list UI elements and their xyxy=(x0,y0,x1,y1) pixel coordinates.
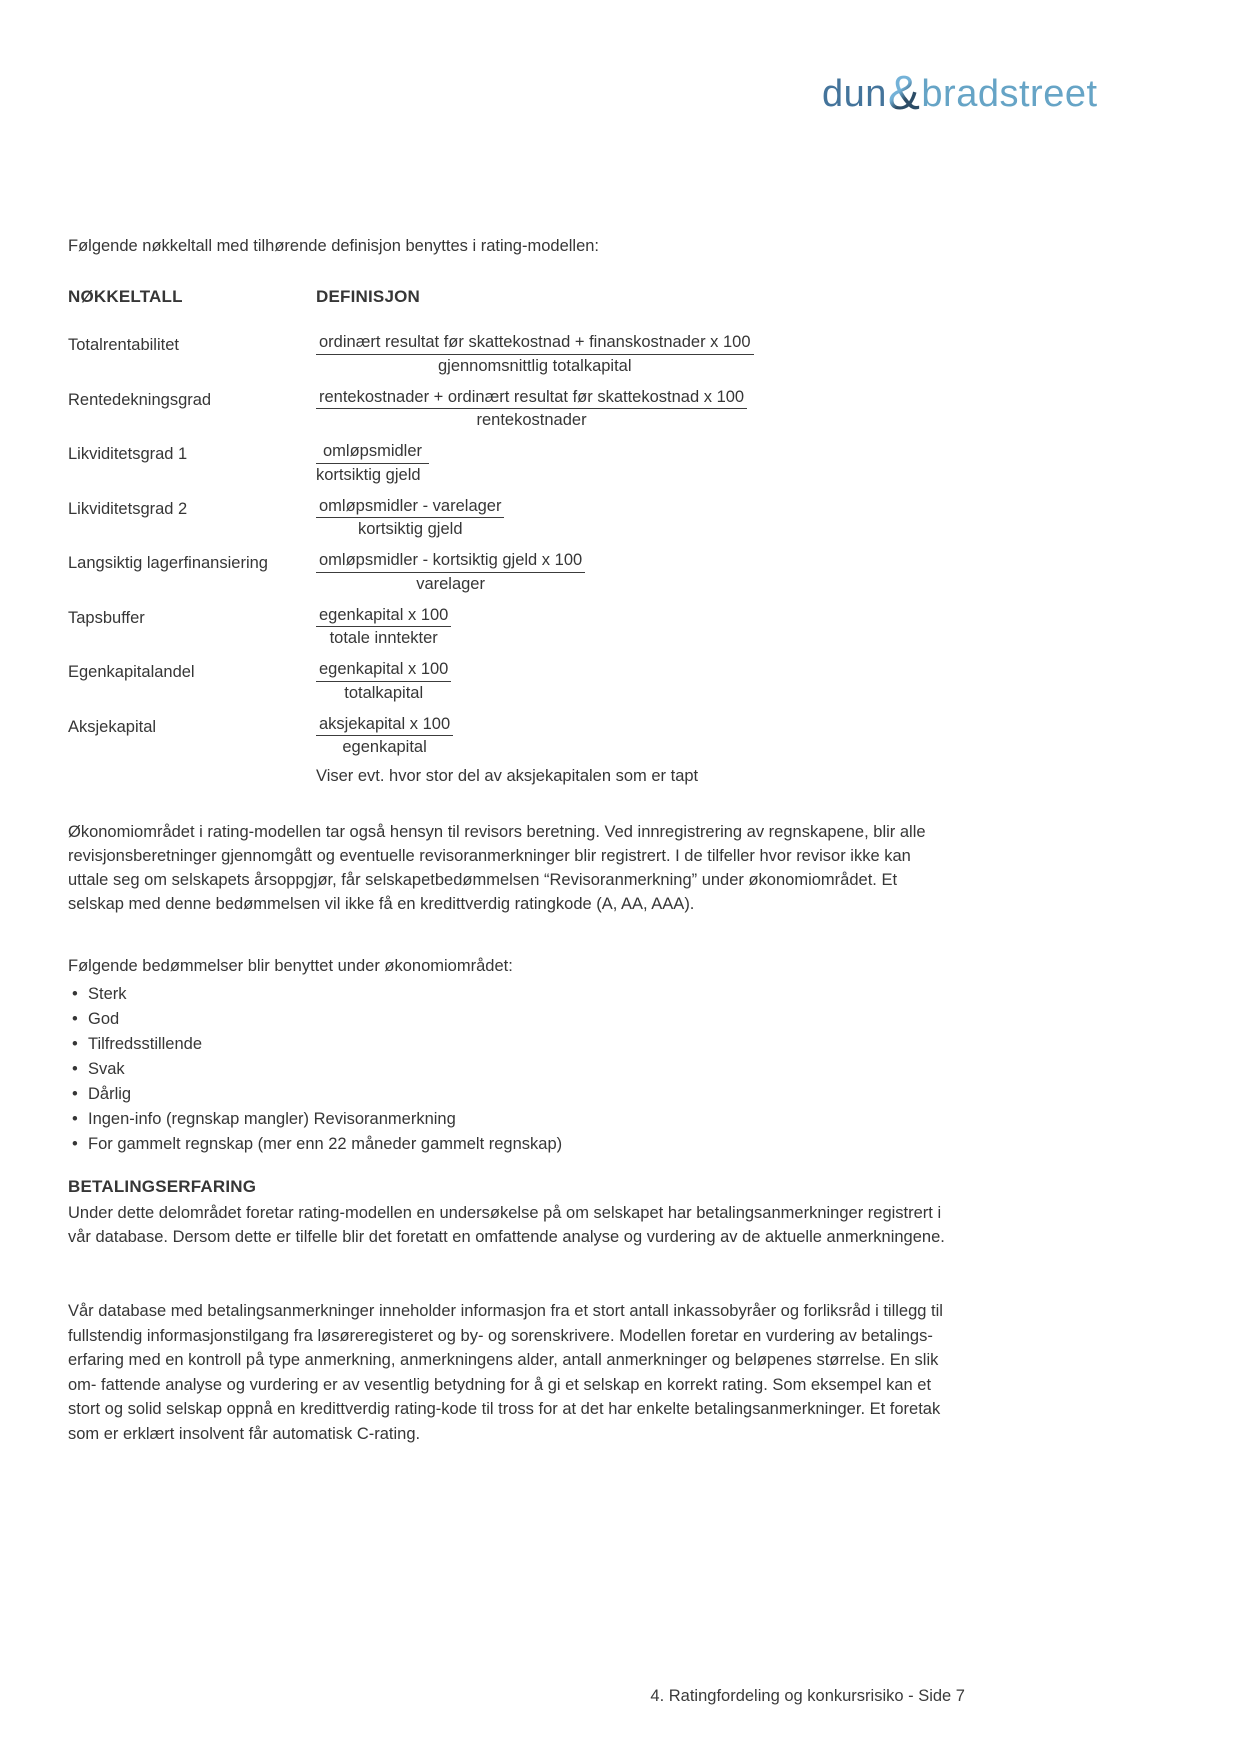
list-item: • Dårlig xyxy=(68,1082,946,1107)
list-item: • God xyxy=(68,1007,946,1032)
table-row xyxy=(68,713,952,759)
fraction-denominator: rentekostnader xyxy=(476,411,587,429)
fraction-denominator: totale inntekter xyxy=(329,629,438,647)
fraction-numerator: aksjekapital x 100 xyxy=(316,713,453,737)
dun-bradstreet-logo xyxy=(822,66,1098,121)
list-item: • Svak xyxy=(68,1057,946,1082)
ratio-label: Langsiktig lagerfinansiering xyxy=(68,554,268,572)
page-footer: 4. Ratingfordeling og konkursrisiko - Side 7 xyxy=(650,1687,965,1705)
list-item: • Tilfredsstillende xyxy=(68,1032,946,1057)
ratio-label: Totalrentabilitet xyxy=(68,336,179,354)
ratio-fraction xyxy=(316,440,429,486)
ratio-label: Likviditetsgrad 2 xyxy=(68,499,188,518)
fraction-numerator: omløpsmidler xyxy=(316,440,429,464)
table-row xyxy=(68,331,952,377)
ratio-fraction xyxy=(316,331,754,377)
assessments-block xyxy=(68,954,946,1157)
list-item: • Sterk xyxy=(68,982,946,1007)
column-header-nokkeltall: NØKKELTALL xyxy=(68,287,183,306)
fraction-numerator: egenkapital x 100 xyxy=(316,604,451,628)
economy-paragraph: Økonomiområdet i rating-modellen tar også hensyn til revisors beretning. Ved innregistrering av regnskapene, blir alle revisjonsberetninger gjennomgått og eventuelle revisoranmerkninger blir registrert. I de tilfeller hvor revisor ikke kan uttale seg om selskapets årsoppgjør, får selskapetbedømmelsen “Revisoranmerkning” under økonomiområdet. Et selskap med denne bedømmelsen vil ikke få en kredittverdig ratingkode (A, AA, AAA). xyxy=(68,823,926,913)
table-row xyxy=(68,658,952,704)
assessments-list xyxy=(68,982,946,1157)
logo-ampersand-icon: & xyxy=(887,67,921,120)
payment-paragraph-1: Under dette delområdet foretar rating-modellen en undersøkelse på om selskapet har betalingsanmerkninger registrert i vår database. Dersom dette er tilfelle blir det foretatt en omfattende analyse og vurdering av de aktuelle anmerkningene. xyxy=(68,1204,945,1246)
table-row xyxy=(68,604,952,650)
fraction-denominator: gjennomsnittlig totalkapital xyxy=(437,356,632,375)
table-row xyxy=(68,549,952,595)
fraction-denominator: kortsiktig gjeld xyxy=(316,465,421,484)
ratio-fraction xyxy=(316,658,451,704)
fraction-numerator: ordinært resultat før skattekostnad + finanskostnader x 100 xyxy=(316,331,754,355)
fraction-numerator: omløpsmidler - varelager xyxy=(316,495,504,519)
table-header-row xyxy=(68,287,952,307)
ratio-label: Tapsbuffer xyxy=(68,608,145,627)
ratio-fraction xyxy=(316,549,585,595)
ratio-fraction xyxy=(316,713,453,759)
ratio-fraction xyxy=(316,604,451,650)
fraction-numerator: rentekostnader + ordinært resultat før skattekostnad x 100 xyxy=(316,386,747,410)
intro-text: Følgende nøkkeltall med tilhørende definisjon benyttes i rating-modellen: xyxy=(68,237,600,255)
assessments-lead: Følgende bedømmelser blir benyttet under økonomiområdet: xyxy=(68,957,513,975)
logo-text-bradstreet: bradstreet xyxy=(921,73,1098,115)
table-row xyxy=(68,440,952,486)
fraction-denominator: egenkapital xyxy=(342,738,427,756)
section-heading-betalingserfaring: BETALINGSERFARING xyxy=(68,1177,257,1196)
list-item: • For gammelt regnskap (mer enn 22 måneder gammelt regnskap) xyxy=(68,1132,946,1157)
ratio-fraction xyxy=(316,495,504,541)
ratio-label: Aksjekapital xyxy=(68,717,157,736)
fraction-numerator: omløpsmidler - kortsiktig gjeld x 100 xyxy=(316,549,585,573)
table-row xyxy=(68,495,952,541)
payment-paragraph-2: Vår database med betalingsanmerkninger inneholder informasjon fra et stort antall inkassobyråer og forliksråd i tillegg til fullstendig informasjonstilgang fra løsøreregisteret og by- og sorenskrivere. Modellen foretar en vurdering av betalings- erfaring med en kontroll på type anmerkning, anmerkningens alder, antall anmerkninger og beløpenes størrelse. En slik om- fattende analyse og vurdering er av vesentlig betydning for å gi et selskap en korrekt rating. Som eksempel kan et stort og solid selskap oppnå en kredittverdig rating-kode til tross for at det har enkelte betalingsanmerkninger. Et foretak som er erklært insolvent får automatisk C-rating. xyxy=(68,1302,943,1443)
fraction-denominator: kortsiktig gjeld xyxy=(357,520,463,538)
list-item: • Ingen-info (regnskap mangler) Revisoranmerkning xyxy=(68,1107,946,1132)
logo-text-dun: dun xyxy=(822,73,887,115)
ratio-label: Likviditetsgrad 1 xyxy=(68,445,188,463)
table-row xyxy=(68,386,952,432)
ratio-fraction xyxy=(316,386,747,432)
table-note: Viser evt. hvor stor del av aksjekapitalen som er tapt xyxy=(316,767,699,785)
ratio-label: Egenkapitalandel xyxy=(68,663,195,681)
column-header-definisjon: DEFINISJON xyxy=(316,287,421,306)
fraction-denominator: totalkapital xyxy=(344,683,424,702)
fraction-denominator: varelager xyxy=(416,574,485,593)
fraction-numerator: egenkapital x 100 xyxy=(316,658,451,682)
ratio-label: Rentedekningsgrad xyxy=(68,390,212,409)
key-figures-table xyxy=(68,287,952,786)
